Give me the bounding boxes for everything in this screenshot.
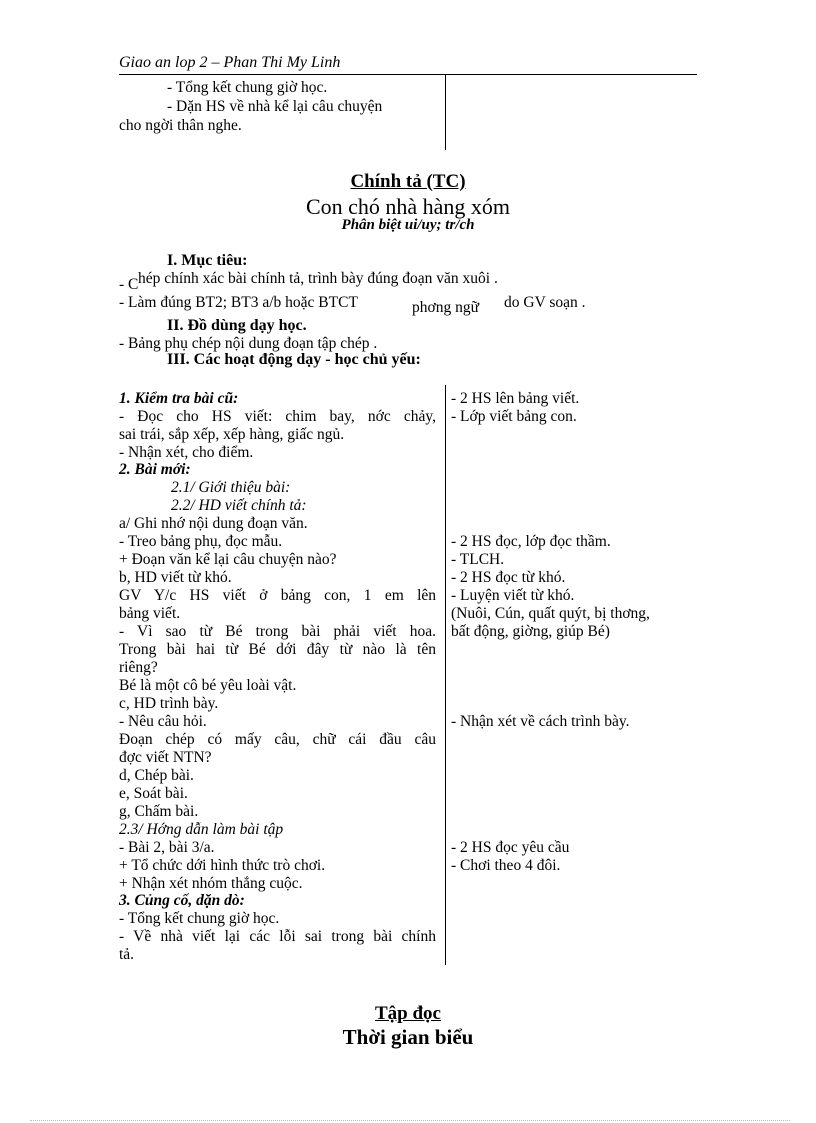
page-header: Giao an lop 2 – Phan Thi My Linh (119, 54, 341, 71)
right-line-6: - Luyện viết từ khó. (451, 587, 575, 604)
left-line-23: + Nhận xét nhóm thắng cuộc. (119, 875, 303, 892)
right-line-11: - Chơi theo 4 đôi. (451, 857, 561, 874)
left-line-12a: - Vì sao từ Bé trong bài phải viết hoa. (119, 623, 436, 640)
top-column-divider (445, 74, 446, 150)
left-line-7: a/ Ghi nhớ nội dung đoạn văn. (119, 515, 308, 532)
lesson2-title: Thời gian biểu (342, 1025, 474, 1049)
lesson1-title: Con chó nhà hàng xóm (305, 194, 511, 219)
left-line-15: - Nêu câu hỏi. (119, 713, 207, 730)
lesson1-subject: Chính tả (TC) (350, 171, 466, 192)
objectives-line-2b: phơng ngữ (412, 299, 479, 316)
left-line-11b: bảng viết. (119, 605, 181, 622)
top-line-2: - Dặn HS về nhà kể lại câu chuyện (167, 98, 383, 115)
left-line-10: b, HD viết từ khó. (119, 569, 232, 586)
left-line-9: + Đoạn văn kể lại câu chuyện nào? (119, 551, 337, 568)
right-line-8: bất động, giờng, giúp Bé) (451, 623, 610, 640)
objectives-line-1-prefix: - C (119, 276, 139, 293)
objectives-line-1: hép chính xác bài chính tả, trình bày đúng đoạn văn xuôi . (138, 270, 498, 287)
right-line-10: - 2 HS đọc yêu cầu (451, 839, 570, 856)
objectives-heading: I. Mục tiêu: (167, 252, 248, 269)
left-line-22: + Tổ chức dới hình thức trò chơi. (119, 857, 326, 874)
left-line-16a: Đoạn chép có mấy câu, chữ cái đầu câu (119, 731, 436, 748)
left-line-20: 2.3/ Hớng dẫn làm bài tập (119, 821, 284, 838)
left-line-18: e, Soát bài. (119, 785, 188, 802)
left-line-13: Bé là một cô bé yêu loài vật. (119, 677, 297, 694)
materials-line: - Bảng phụ chép nội dung đoạn tập chép . (119, 335, 378, 352)
materials-heading: II. Đồ dùng dạy học. (167, 317, 307, 334)
left-line-1: 1. Kiểm tra bài cũ: (119, 390, 239, 407)
left-line-2b: sai trái, sắp xếp, xếp hàng, giấc ngủ. (119, 426, 345, 443)
left-line-12c: riêng? (119, 659, 158, 676)
right-line-1: - 2 HS lên bảng viết. (451, 390, 580, 407)
right-line-9: - Nhận xét về cách trình bày. (451, 713, 630, 730)
left-line-17: d, Chép bài. (119, 767, 194, 784)
right-line-4: - TLCH. (451, 551, 505, 568)
left-line-25: - Tổng kết chung giờ học. (119, 910, 280, 927)
page-bottom-edge (30, 1120, 790, 1121)
top-line-1: - Tổng kết chung giờ học. (167, 79, 328, 96)
objectives-line-2c: do GV soạn . (504, 294, 586, 311)
left-line-16b: đợc viết NTN? (119, 749, 212, 766)
left-line-26a: - Về nhà viết lại các lỗi sai trong bài chính (119, 928, 436, 945)
header-rule (119, 74, 697, 75)
objectives-line-2a: - Làm đúng BT2; BT3 a/b hoặc BTCT (119, 294, 358, 311)
left-line-2a: - Đọc cho HS viết: chim bay, nớc chảy, (119, 408, 436, 425)
left-line-5: 2.1/ Giới thiệu bài: (171, 479, 291, 496)
left-line-8: - Treo bảng phụ, đọc mẫu. (119, 533, 283, 550)
left-line-26b: tả. (119, 946, 135, 963)
right-line-3: - 2 HS đọc, lớp đọc thầm. (451, 533, 611, 550)
lesson1-subtitle: Phân biệt ui/uy; tr/ch (341, 217, 475, 233)
left-line-24: 3. Củng cố, dặn dò: (119, 892, 245, 909)
right-line-7: (Nuôi, Cún, quất quýt, bị thơng, (451, 605, 650, 622)
lesson2-subject: Tập đọc (375, 1003, 441, 1024)
left-line-3: - Nhận xét, cho điểm. (119, 444, 254, 461)
activities-column-divider (445, 385, 446, 965)
left-line-4: 2. Bài mới: (119, 461, 191, 478)
top-line-3: cho ngời thân nghe. (119, 117, 242, 134)
activities-heading: III. Các hoạt động dạy - học chủ yếu: (167, 351, 421, 368)
left-line-19: g, Chấm bài. (119, 803, 199, 820)
left-line-11a: GV Y/c HS viết ở bảng con, 1 em lên (119, 587, 436, 604)
left-line-6: 2.2/ HD viết chính tả: (171, 497, 307, 514)
right-line-2: - Lớp viết bảng con. (451, 408, 577, 425)
right-line-5: - 2 HS đọc từ khó. (451, 569, 566, 586)
left-line-14: c, HD trình bày. (119, 695, 219, 712)
left-line-21: - Bài 2, bài 3/a. (119, 839, 215, 856)
left-line-12b: Trong bài hai từ Bé dới đây từ nào là tên (119, 641, 436, 658)
